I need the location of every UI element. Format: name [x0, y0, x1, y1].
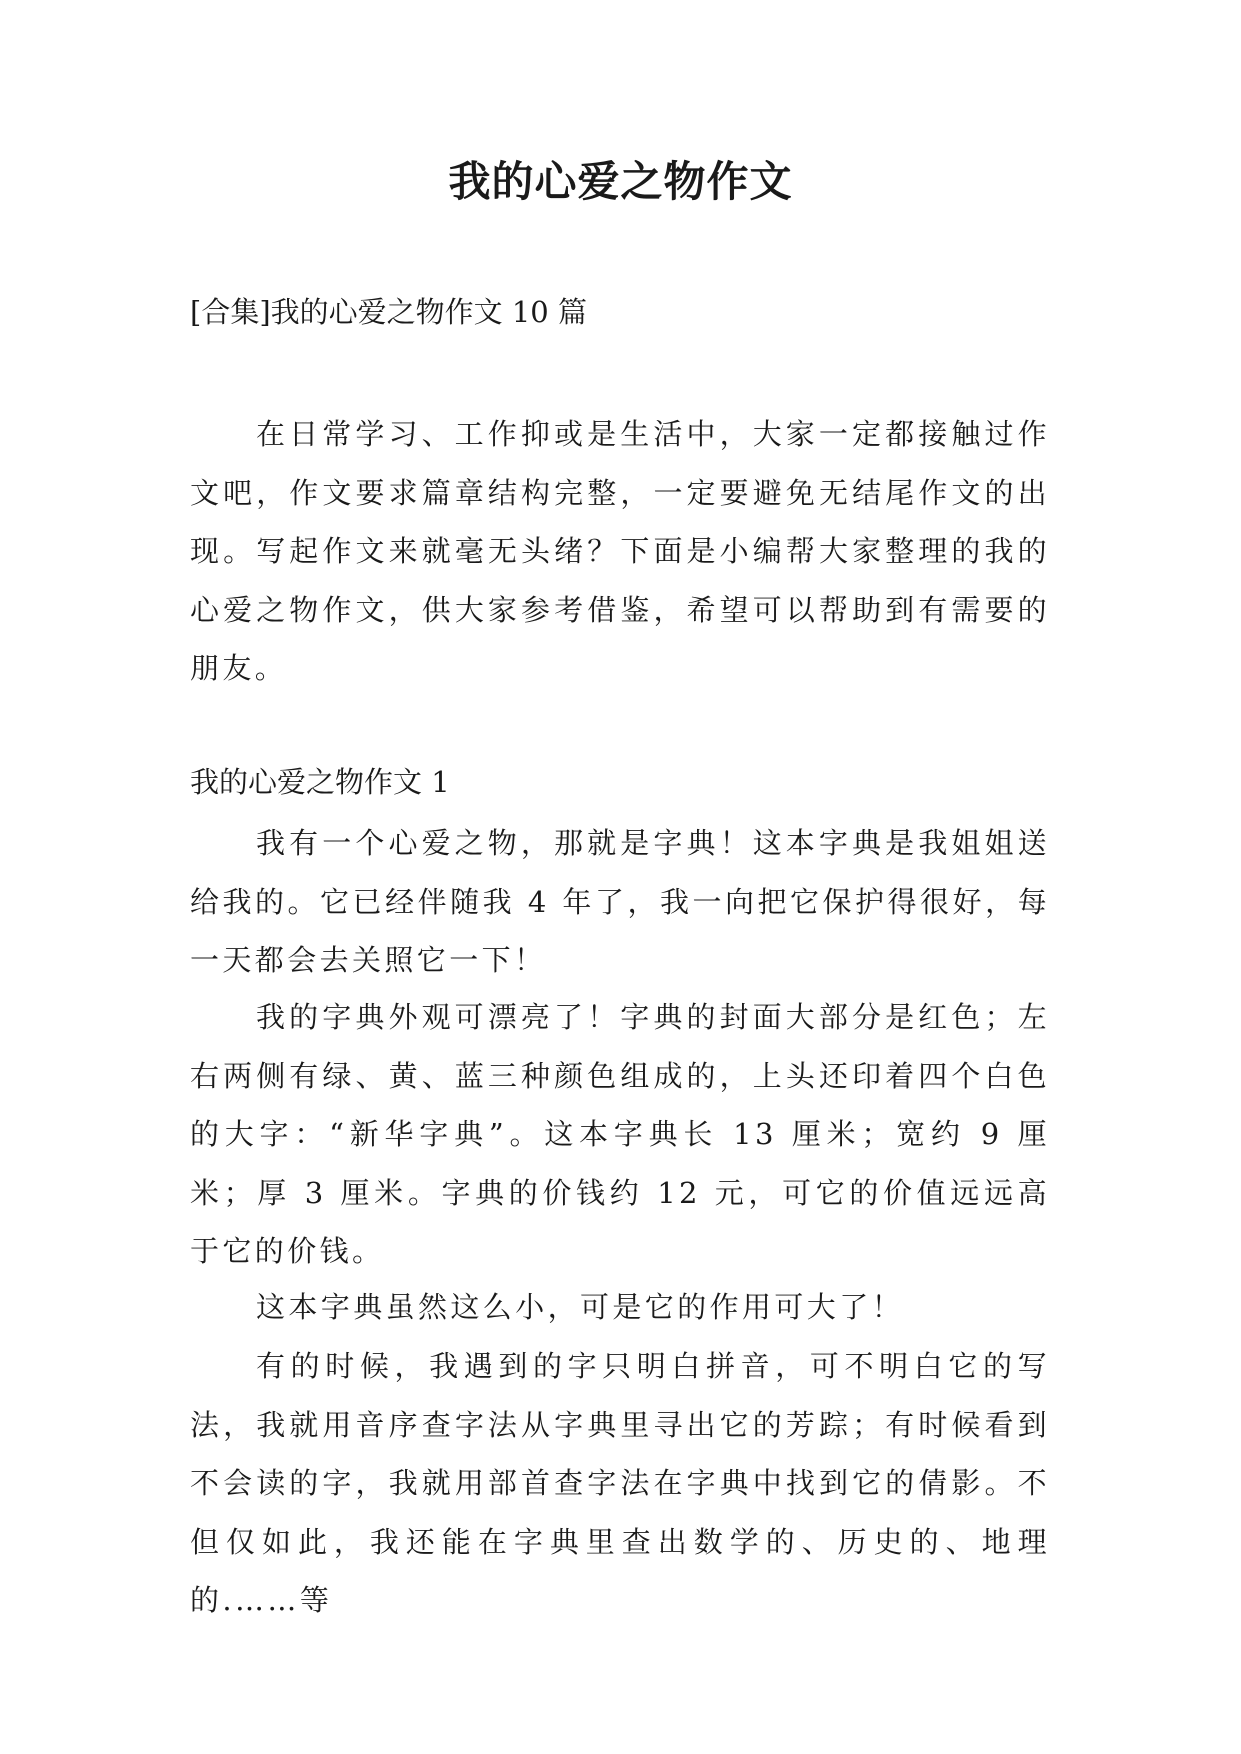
essay-paragraph: 有的时候，我遇到的字只明白拼音，可不明白它的写法，我就用音序查字法从字典里寻出它的芳踪；有时候看到不会读的字，我就用部首查字法在字典中找到它的倩影。不但仅如此，我还能在字典里查出数学的、历史的、地理的.……等 — [190, 1349, 1050, 1617]
intro-paragraph: 在日常学习、工作抑或是生活中，大家一定都接触过作文吧，作文要求篇章结构完整，一定要避免无结尾作文的出现。写起作文来就毫无头绪？下面是小编帮大家整理的我的心爱之物作文，供大家参考借鉴，希望可以帮助到有需要的朋友。 — [190, 417, 1050, 685]
document-title: 我的心爱之物作文 — [448, 157, 793, 206]
document-subtitle: [合集]我的心爱之物作文 10 篇 — [190, 295, 587, 329]
essay-paragraph: 我的字典外观可漂亮了！字典的封面大部分是红色；左右两侧有绿、黄、蓝三种颜色组成的，上头还印着四个白色的大字：“新华字典”。这本字典长 13 厘米；宽约 9 厘米；厚 3 厘米。字典的价钱约 12 元，可它的价值远远高于它的价钱。 — [190, 1000, 1050, 1268]
essay-heading: 我的心爱之物作文 1 — [190, 765, 450, 799]
essay-paragraph: 这本字典虽然这么小，可是它的作用可大了！ — [256, 1290, 905, 1324]
essay-paragraph: 我有一个心爱之物，那就是字典！这本字典是我姐姐送给我的。它已经伴随我 4 年了，我一向把它保护得很好，每一天都会去关照它一下！ — [190, 826, 1050, 977]
